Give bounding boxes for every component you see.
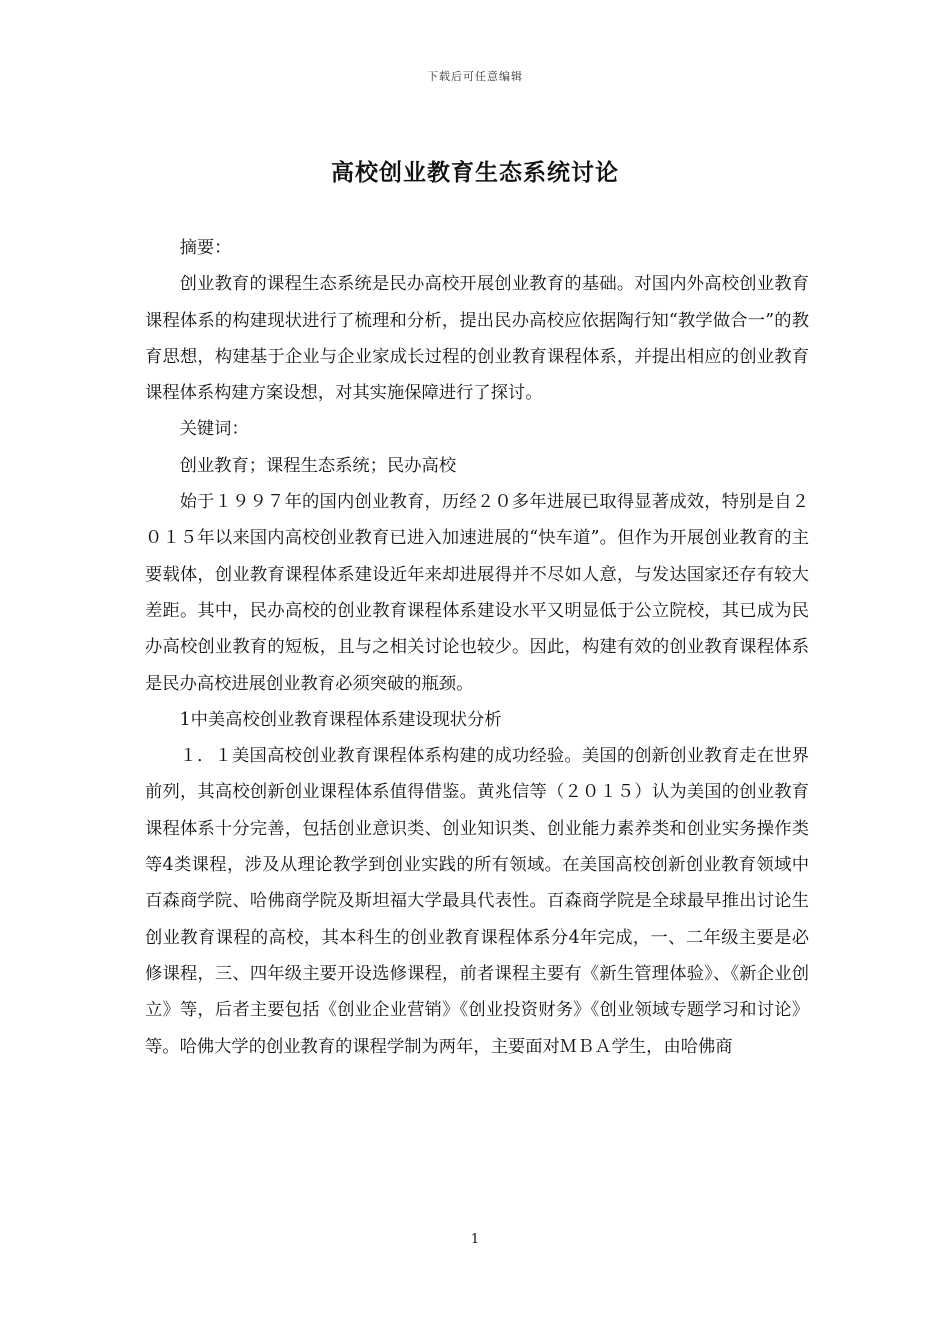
keywords-heading: 关键词： (179, 419, 249, 440)
abstract-paragraph: 创业教育的课程生态系统是民办高校开展创业教育的基础。对国内外高校创业教育课程体系的构建现状进行了梳理和分析，提出民办高校应依据陶行知“教学做合一”的教育思想，构建基于企业与企业家成长过程的创业教育课程体系，并提出相应的创业教育课程体系构建方案设想，对其实施保障进行了探讨。 (145, 274, 809, 404)
page-number: 1 (470, 1232, 480, 1247)
keywords-paragraph: 创业教育；课程生态系统；民办高校 (179, 455, 457, 476)
page-header-note: 下载后可任意编辑 (427, 70, 523, 83)
document-title: 高校创业教育生态系统讨论 (331, 159, 619, 186)
intro-paragraph: 始于１９９７年的国内创业教育，历经２０多年进展已取得显著成效，特别是自２０１５年以来国内高校创业教育已进入加速进展的“快车道”。但作为开展创业教育的主要载体，创业教育课程体系建设近年来却进展得并不尽如人意，与发达国家还存有较大差距。其中，民办高校的创业教育课程体系建设水平又明显低于公立院校，其已成为民办高校创业教育的短板，且与之相关讨论也较少。因此，构建有效的创业教育课程体系是民办高校进展创业教育必须突破的瓶颈。 (145, 492, 809, 694)
abstract-heading: 摘要： (179, 238, 232, 258)
document-body (145, 230, 809, 1065)
section-heading: 1中美高校创业教育课程体系建设现状分析 (179, 709, 502, 730)
section-paragraph: １．１美国高校创业教育课程体系构建的成功经验。美国的创新创业教育走在世界前列，其高校创新创业课程体系值得借鉴。黄兆信等（２０１５）认为美国的创业教育课程体系十分完善，包括创业意识类、创业知识类、创业能力素养类和创业实务操作类等4类课程，涉及从理论教学到创业实践的所有领域。在美国高校创新创业教育领域中百森商学院、哈佛商学院及斯坦福大学最具代表性。百森商学院是全球最早推出讨论生创业教育课程的高校，其本科生的创业教育课程体系分4年完成，一、二年级主要是必修课程，三、四年级主要开设选修课程，前者课程主要有《新生管理体验》、《新企业创立》等，后者主要包括《创业企业营销》《创业投资财务》《创业领域专题学习和讨论》等。哈佛大学的创业教育的课程学制为两年，主要面对ＭＢＡ学生，由哈佛商 (145, 746, 809, 1057)
